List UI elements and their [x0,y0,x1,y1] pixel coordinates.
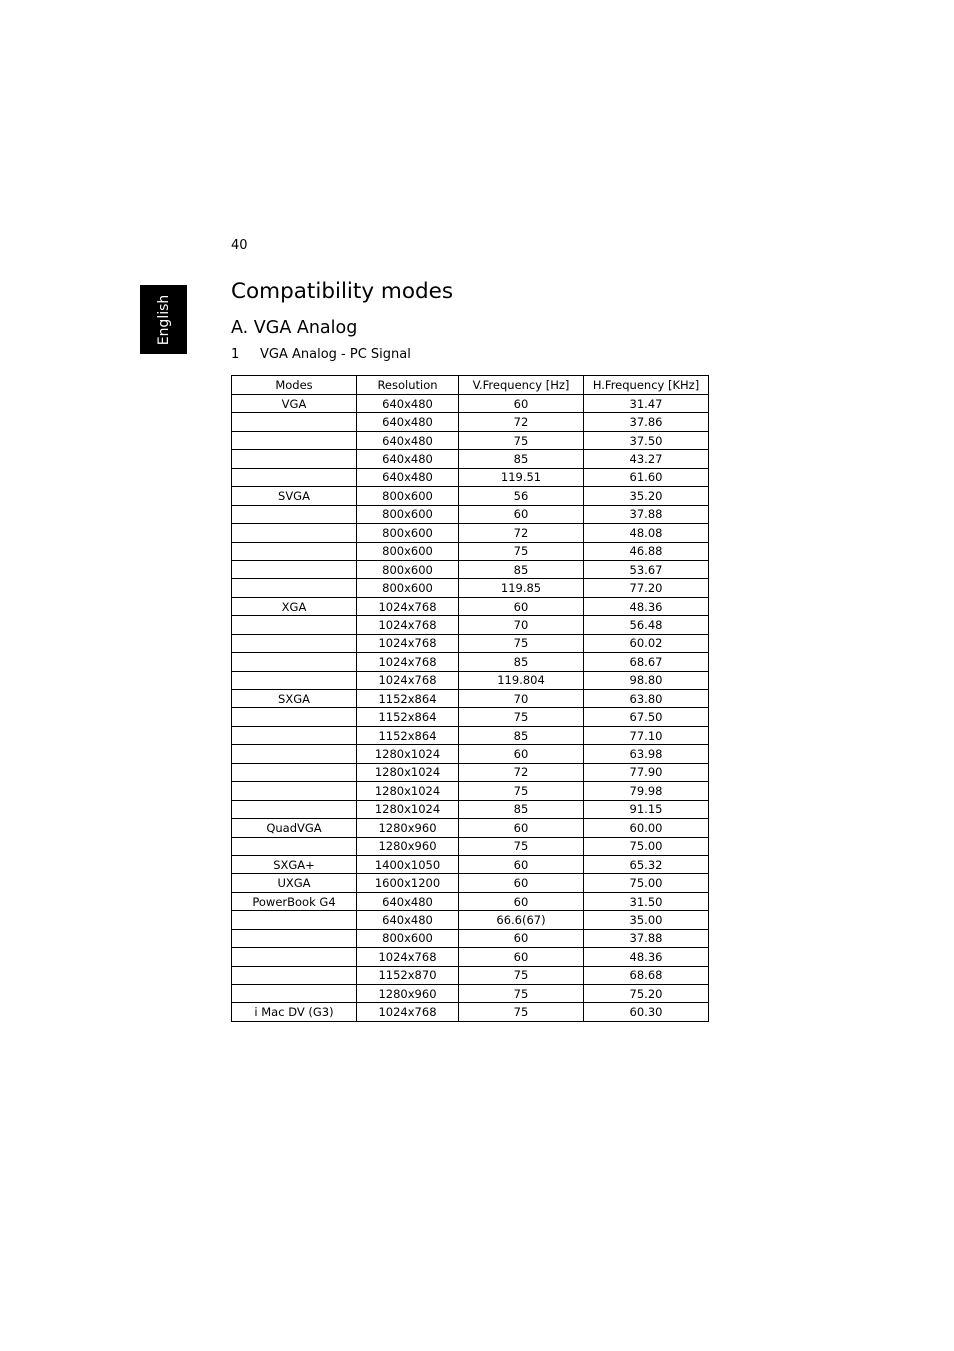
h-frequency-cell: 91.15 [584,800,709,818]
table-row [232,597,709,615]
table-row [232,985,709,1003]
v-frequency-cell: 60 [459,892,584,910]
resolution-cell: 800x600 [357,524,459,542]
resolution-cell: 1280x1024 [357,763,459,781]
language-side-tab-label: English [155,294,172,345]
table-row [232,634,709,652]
table-row [232,800,709,818]
h-frequency-cell: 60.00 [584,819,709,837]
v-frequency-cell: 70 [459,616,584,634]
mode-cell [232,450,357,468]
v-frequency-cell: 60 [459,874,584,892]
table-row [232,653,709,671]
mode-cell [232,726,357,744]
table-header [232,376,709,395]
resolution-cell: 1024x768 [357,948,459,966]
v-frequency-cell: 56 [459,487,584,505]
v-frequency-cell: 75 [459,431,584,449]
table-row [232,487,709,505]
table-row [232,855,709,873]
resolution-cell: 1280x1024 [357,782,459,800]
h-frequency-cell: 37.88 [584,929,709,947]
mode-cell [232,560,357,578]
table-row [232,579,709,597]
h-frequency-cell: 75.20 [584,985,709,1003]
mode-cell [232,911,357,929]
table-row [232,726,709,744]
v-frequency-cell: 75 [459,542,584,560]
v-frequency-cell: 119.804 [459,671,584,689]
resolution-cell: 1400x1050 [357,855,459,873]
v-frequency-cell: 75 [459,985,584,1003]
resolution-cell: 1280x1024 [357,800,459,818]
resolution-cell: 640x480 [357,911,459,929]
resolution-cell: 1280x1024 [357,745,459,763]
v-frequency-cell: 60 [459,505,584,523]
mode-cell [232,948,357,966]
subsection-label: VGA Analog - PC Signal [260,347,411,362]
table-row [232,1003,709,1021]
table-row [232,763,709,781]
h-frequency-cell: 35.20 [584,487,709,505]
mode-cell [232,837,357,855]
subsection-heading [231,345,411,365]
mode-cell: PowerBook G4 [232,892,357,910]
h-frequency-cell: 31.47 [584,395,709,413]
mode-cell: QuadVGA [232,819,357,837]
resolution-cell: 800x600 [357,542,459,560]
table-row [232,505,709,523]
table-row [232,966,709,984]
v-frequency-cell: 85 [459,726,584,744]
h-frequency-cell: 53.67 [584,560,709,578]
mode-cell: UXGA [232,874,357,892]
resolution-header: Resolution [357,376,459,395]
resolution-cell: 1024x768 [357,671,459,689]
mode-cell [232,782,357,800]
resolution-cell: 1024x768 [357,616,459,634]
mode-cell [232,763,357,781]
v-frequency-cell: 60 [459,948,584,966]
table-row [232,468,709,486]
table-row [232,524,709,542]
h-frequency-cell: 37.88 [584,505,709,523]
table-row [232,671,709,689]
h-frequency-cell: 77.20 [584,579,709,597]
table-row [232,431,709,449]
mode-cell [232,468,357,486]
h-frequency-cell: 68.67 [584,653,709,671]
mode-cell: SVGA [232,487,357,505]
resolution-cell: 640x480 [357,413,459,431]
v-frequency-cell: 85 [459,653,584,671]
resolution-cell: 800x600 [357,487,459,505]
mode-cell: XGA [232,597,357,615]
table-row [232,690,709,708]
mode-cell [232,653,357,671]
table-row [232,708,709,726]
resolution-cell: 640x480 [357,395,459,413]
resolution-cell: 1152x864 [357,726,459,744]
resolution-cell: 640x480 [357,892,459,910]
mode-cell [232,616,357,634]
h-frequency-cell: 48.36 [584,597,709,615]
mode-cell [232,985,357,1003]
v-frequency-cell: 75 [459,708,584,726]
resolution-cell: 800x600 [357,560,459,578]
v-frequency-cell: 85 [459,560,584,578]
mode-cell [232,800,357,818]
v-frequency-cell: 60 [459,855,584,873]
resolution-cell: 640x480 [357,468,459,486]
h-frequency-cell: 56.48 [584,616,709,634]
table-row [232,560,709,578]
mode-cell [232,431,357,449]
table-row [232,745,709,763]
v-frequency-header: V.Frequency [Hz] [459,376,584,395]
resolution-cell: 1600x1200 [357,874,459,892]
v-frequency-cell: 66.6(67) [459,911,584,929]
page-title: Compatibility modes [231,279,454,304]
h-frequency-cell: 43.27 [584,450,709,468]
resolution-cell: 1152x870 [357,966,459,984]
h-frequency-cell: 63.80 [584,690,709,708]
resolution-cell: 1024x768 [357,653,459,671]
h-frequency-cell: 75.00 [584,837,709,855]
table-row [232,616,709,634]
h-frequency-cell: 77.90 [584,763,709,781]
resolution-cell: 1024x768 [357,597,459,615]
h-frequency-cell: 98.80 [584,671,709,689]
mode-cell: i Mac DV (G3) [232,1003,357,1021]
mode-cell [232,413,357,431]
mode-cell [232,505,357,523]
resolution-cell: 800x600 [357,929,459,947]
v-frequency-cell: 60 [459,597,584,615]
table-row [232,929,709,947]
h-frequency-cell: 75.00 [584,874,709,892]
v-frequency-cell: 72 [459,524,584,542]
table-row [232,837,709,855]
h-frequency-cell: 37.50 [584,431,709,449]
resolution-cell: 1152x864 [357,708,459,726]
table-row [232,911,709,929]
mode-cell: VGA [232,395,357,413]
v-frequency-cell: 72 [459,763,584,781]
v-frequency-cell: 72 [459,413,584,431]
h-frequency-cell: 61.60 [584,468,709,486]
compatibility-modes-table [231,375,709,1022]
v-frequency-cell: 85 [459,450,584,468]
table-row [232,948,709,966]
mode-cell [232,524,357,542]
resolution-cell: 1280x960 [357,985,459,1003]
mode-cell [232,579,357,597]
resolution-cell: 800x600 [357,579,459,597]
mode-cell [232,671,357,689]
modes-header: Modes [232,376,357,395]
mode-cell [232,634,357,652]
v-frequency-cell: 75 [459,837,584,855]
h-frequency-cell: 63.98 [584,745,709,763]
resolution-cell: 1024x768 [357,634,459,652]
h-frequency-cell: 77.10 [584,726,709,744]
v-frequency-cell: 75 [459,782,584,800]
h-frequency-header: H.Frequency [KHz] [584,376,709,395]
h-frequency-cell: 48.08 [584,524,709,542]
resolution-cell: 1280x960 [357,819,459,837]
mode-cell: SXGA [232,690,357,708]
h-frequency-cell: 46.88 [584,542,709,560]
v-frequency-cell: 60 [459,819,584,837]
mode-cell [232,745,357,763]
h-frequency-cell: 68.68 [584,966,709,984]
table-header-row [232,376,709,395]
table-row [232,395,709,413]
v-frequency-cell: 60 [459,745,584,763]
table-row [232,413,709,431]
table-row [232,782,709,800]
h-frequency-cell: 37.86 [584,413,709,431]
v-frequency-cell: 70 [459,690,584,708]
h-frequency-cell: 65.32 [584,855,709,873]
resolution-cell: 640x480 [357,431,459,449]
mode-cell [232,966,357,984]
resolution-cell: 800x600 [357,505,459,523]
resolution-cell: 1152x864 [357,690,459,708]
v-frequency-cell: 75 [459,1003,584,1021]
table-body [232,395,709,1022]
resolution-cell: 640x480 [357,450,459,468]
page-number: 40 [231,238,248,253]
resolution-cell: 1024x768 [357,1003,459,1021]
table-row [232,450,709,468]
h-frequency-cell: 67.50 [584,708,709,726]
mode-cell: SXGA+ [232,855,357,873]
v-frequency-cell: 119.51 [459,468,584,486]
table-row [232,542,709,560]
v-frequency-cell: 75 [459,634,584,652]
mode-cell [232,708,357,726]
language-side-tab [140,285,187,354]
table-row [232,874,709,892]
mode-cell [232,542,357,560]
v-frequency-cell: 75 [459,966,584,984]
v-frequency-cell: 85 [459,800,584,818]
h-frequency-cell: 60.30 [584,1003,709,1021]
v-frequency-cell: 60 [459,929,584,947]
h-frequency-cell: 48.36 [584,948,709,966]
resolution-cell: 1280x960 [357,837,459,855]
table-row [232,819,709,837]
v-frequency-cell: 60 [459,395,584,413]
mode-cell [232,929,357,947]
h-frequency-cell: 31.50 [584,892,709,910]
v-frequency-cell: 119.85 [459,579,584,597]
table-row [232,892,709,910]
h-frequency-cell: 60.02 [584,634,709,652]
h-frequency-cell: 35.00 [584,911,709,929]
section-title: A. VGA Analog [231,318,358,338]
subsection-number: 1 [231,347,240,362]
h-frequency-cell: 79.98 [584,782,709,800]
